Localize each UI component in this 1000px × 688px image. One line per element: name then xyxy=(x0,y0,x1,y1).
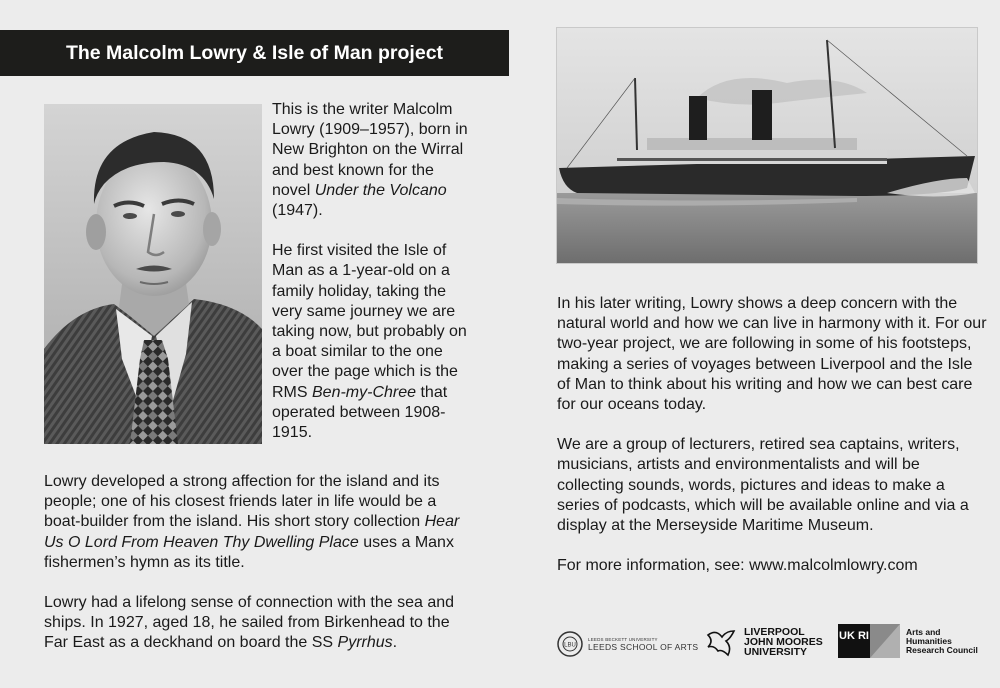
right-column-text xyxy=(557,294,987,576)
intro-p1-text: This is the writer Malcolm Lowry (1909–1957), born in New Brighton on the Wirral and best known for the novel xyxy=(272,101,468,199)
left-paragraph-1 xyxy=(44,472,474,573)
ukri-ahrc-logo xyxy=(838,622,978,660)
leeds-beckett-emblem-text: LBU xyxy=(564,642,576,649)
page-title xyxy=(0,30,509,76)
right-paragraph-2: We are a group of lecturers, retired sea captains, writers, musicians, artists and environmentalists and will be collecting sounds, words, pictures and ideas to make a series of podcasts, which will be available online and via a display at the Merseyside Maritime Museum. xyxy=(557,436,969,535)
partner-logos xyxy=(556,620,986,664)
ship-photo xyxy=(556,27,978,264)
novel-title: Under the Volcano xyxy=(314,181,447,199)
ahrc-line-1: Arts and xyxy=(906,626,941,637)
left-lower-text xyxy=(44,472,474,654)
intro-text xyxy=(272,100,472,443)
portrait-photo xyxy=(44,104,262,444)
ukri-mark-icon xyxy=(838,622,902,660)
ljmu-line-3: UNIVERSITY xyxy=(744,646,808,658)
left-p1-end: uses a Manx fishermen’s hymn as its title. xyxy=(44,533,454,571)
left-paragraph-2 xyxy=(44,593,474,654)
leeds-beckett-logo xyxy=(556,630,698,658)
portrait-illustration xyxy=(44,104,262,444)
intro-p2-end: that operated between 1908-1915. xyxy=(272,383,448,442)
intro-p1-end: (1947). xyxy=(272,202,323,220)
left-p2-end: . xyxy=(392,634,398,652)
leeds-beckett-name: LEEDS BECKETT UNIVERSITY xyxy=(588,636,658,642)
intro-paragraph-1 xyxy=(272,100,472,221)
page-title-text: The Malcolm Lowry & Isle of Man project xyxy=(65,41,444,64)
more-info-line: For more information, see: www.malcolmlowry.com xyxy=(557,557,918,575)
left-p1-text: Lowry developed a strong affection for the island and its people; one of his closest friends later in life would be a boat-builder from the island. His short story collection xyxy=(44,473,440,531)
ship-pyrrhus: Pyrrhus xyxy=(337,634,393,652)
ship-name: Ben-my-Chree xyxy=(312,383,417,401)
left-p2-text: Lowry had a lifelong sense of connection with the sea and ships. In 1927, aged 18, he sailed from Birkenhead to the Far East as a deckhand on board the SS xyxy=(44,594,455,652)
liver-bird-icon xyxy=(704,625,740,659)
ljmu-logo xyxy=(704,625,823,659)
ahrc-line-2: Humanities xyxy=(906,635,952,646)
leeds-beckett-emblem xyxy=(556,630,584,658)
ljmu-line-2: JOHN MOORES xyxy=(744,636,823,648)
ship-illustration xyxy=(557,28,977,263)
ahrc-line-3: Research Council xyxy=(906,644,978,655)
right-paragraph-1: In his later writing, Lowry shows a deep concern with the natural world and how we can live in harmony with it. For our two-year project, we are following in some of his footsteps, making a series of voyages between Liverpool and the Isle of Man to think about his writing and how we can best care for our oceans today. xyxy=(557,295,987,414)
story-collection-title: Hear Us O Lord From Heaven Thy Dwelling Place xyxy=(44,513,460,551)
leeds-school-of-arts: LEEDS SCHOOL OF ARTS xyxy=(588,641,699,652)
intro-p2-text: He first visited the Isle of Man as a 1-year-old on a family holiday, taking the very same journey we are taking now, but probably on a boat similar to the one over the page which is the RMS xyxy=(272,242,467,401)
ljmu-line-1: LIVERPOOL xyxy=(744,626,805,638)
ukri-mark-text: UK RI xyxy=(839,630,869,642)
intro-paragraph-2 xyxy=(272,241,472,443)
